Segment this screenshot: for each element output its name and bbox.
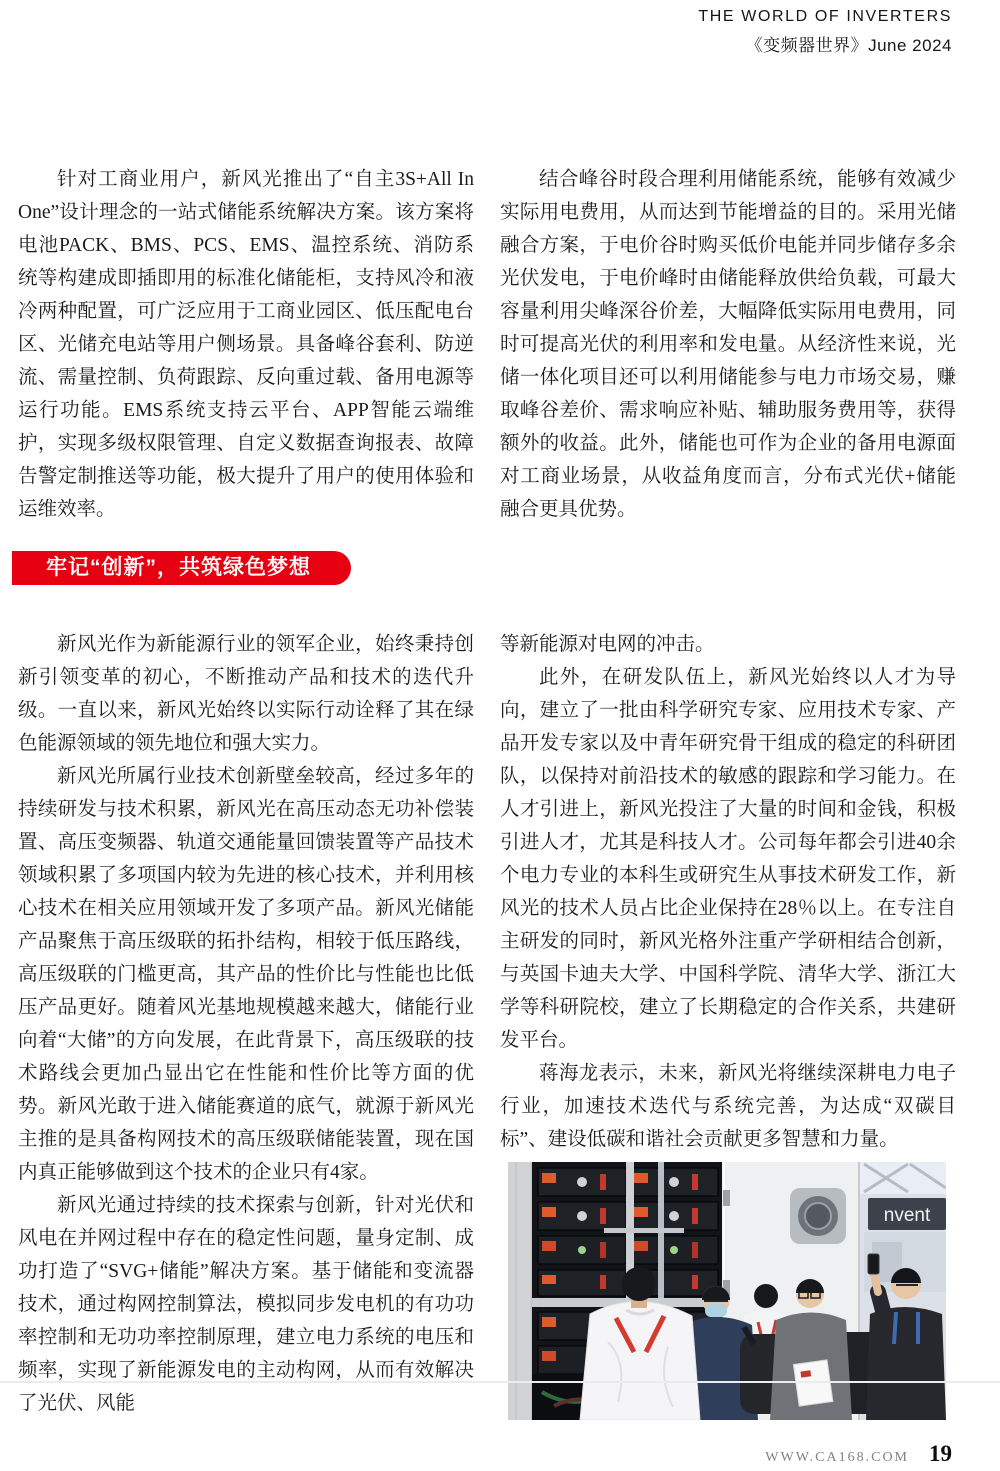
paragraph: 新风光所属行业技术创新壁垒较高，经过多年的持续研发与技术积累，新风光在高压动态无功补偿装置、高压变频器、轨道交通能量回馈装置等产品技术领域积累了多项国内较为先进的核心技术，并利用核心技术在相关应用领域开发了多项产品。新风光储能产品聚焦于高压级联的拓扑结构，相较于低压路线，高压级联的门槛更高，其产品的性价比与性能也比低压产品更好。随着风光基地规模越来越大，储能行业向着“大储”的方向发展，在此背景下，高压级联的技术路线会更加凸显出它在性能和性价比等方面的优势。新风光敢于进入储能赛道的底气，就源于新风光主推的是具备构网技术的高压级联储能装置，现在国内真正能够做到这个技术的企业只有4家。 xyxy=(18,766,474,1183)
magazine-title-en: THE WORLD OF INVERTERS xyxy=(698,8,952,25)
paragraph: 新风光通过持续的技术探索与创新，针对光伏和风电在并网过程中存在的稳定性问题，量身定制、成功打造了“SVG+储能”解决方案。基于储能和变流器技术，通过构网控制算法，模拟同步发电机的有功功率控制和无功功率控制原理，建立电力系统的电压和频率，实现了新能源发电的主动构网，从而有效解决了光伏、风能 xyxy=(18,1195,474,1414)
bottom-rule xyxy=(0,1381,1000,1383)
smartphone xyxy=(868,1254,879,1274)
paragraph: 新风光作为新能源行业的领军企业，始终秉持创新引领变革的初心，不断推动产品和技术的迭代升级。一直以来，新风光始终以实际行动诠释了其在绿色能源领域的领先地位和强大实力。 xyxy=(18,634,474,754)
section-banner-title: 牢记“创新”，共筑绿色梦想 xyxy=(46,556,311,579)
paragraph: 结合峰谷时段合理利用储能系统，能够有效减少实际用电费用，从而达到节能增益的目的。采用光储融合方案，于电价谷时购买低价电能并同步储存多余光伏发电，于电价峰时由储能释放供给负载，可最大容量利用尖峰深谷价差，大幅降低实际用电费用，同时可提高光伏的利用率和发电量。从经济性来说，光储一体化项目还可以利用储能参与电力市场交易，赚取峰谷差价、需求响应补贴、辅助服务费用等，获得额外的收益。此外，储能也可作为企业的备用电源面对工商业场景，从收益角度而言，分布式光伏+储能融合更具优势。 xyxy=(500,169,956,520)
page-footer xyxy=(765,1441,952,1467)
footer-website: WWW.CA168.COM xyxy=(765,1450,909,1465)
innovation-left-column xyxy=(18,628,474,1420)
door-hinge xyxy=(723,1190,730,1206)
paragraph: 蒋海龙表示，未来，新风光将继续深耕电力电子行业，加速技术迭代与系统完善，为达成“双碳目标”、建设低碳和谐社会贡献更多智慧和力量。 xyxy=(500,1063,956,1150)
top-right-column xyxy=(500,163,956,526)
top-left-column xyxy=(18,163,474,526)
section-banner xyxy=(12,551,351,585)
page-header xyxy=(698,8,952,56)
paragraph: 针对工商业用户，新风光推出了“自主3S+All In One”设计理念的一站式储能系统解决方案。该方案将电池PACK、BMS、PCS、EMS、温控系统、消防系统等构建成即插即用的标准化储能柜，支持风冷和液冷两种配置，可广泛应用于工商业园区、低压配电台区、光储充电站等用户侧场景。具备峰谷套利、防逆流、需量控制、负荷跟踪、反向重过载、备用电源等运行功能。EMS系统支持云平台、APP智能云端维护，实现多级权限管理、自定义数据查询报表、故障告警定制推送等功能，极大提升了用户的使用体验和运维效率。 xyxy=(18,169,474,520)
innovation-right-column xyxy=(500,628,956,1420)
vent-grille xyxy=(790,1188,846,1244)
magazine-title-cn-issue: 《变频器世界》June 2024 xyxy=(745,36,952,55)
paragraph: 此外，在研发队伍上，新风光始终以人才为导向，建立了一批由科学研究专家、应用技术专家、产品开发专家以及中青年研究骨干组成的稳定的科研团队，以保持对前沿技术的敏感的跟踪和学习能力。在人才引进上，新风光投注了大量的时间和金钱，积极引进人才，尤其是科技人才。公司每年都会引进40余个电力专业的本科生或研究生从事技术研发工作，新风光的技术人员占比企业保持在28％以上。在专注自主研发的同时，新风光格外注重产学研相结合创新，与英国卡迪夫大学、中国科学院、清华大学、浙江大学等科研院校，建立了长期稳定的合作关系，共建研发平台。 xyxy=(500,667,956,1051)
sign-text: nvent xyxy=(883,1205,931,1226)
paragraph-continuation: 等新能源对电网的冲击。 xyxy=(500,634,715,655)
innovation-right-paragraphs xyxy=(500,661,956,1156)
blue-lanyard xyxy=(894,1312,896,1344)
exhibitor-sign xyxy=(868,1198,946,1230)
footer-page-number: 19 xyxy=(929,1441,952,1466)
